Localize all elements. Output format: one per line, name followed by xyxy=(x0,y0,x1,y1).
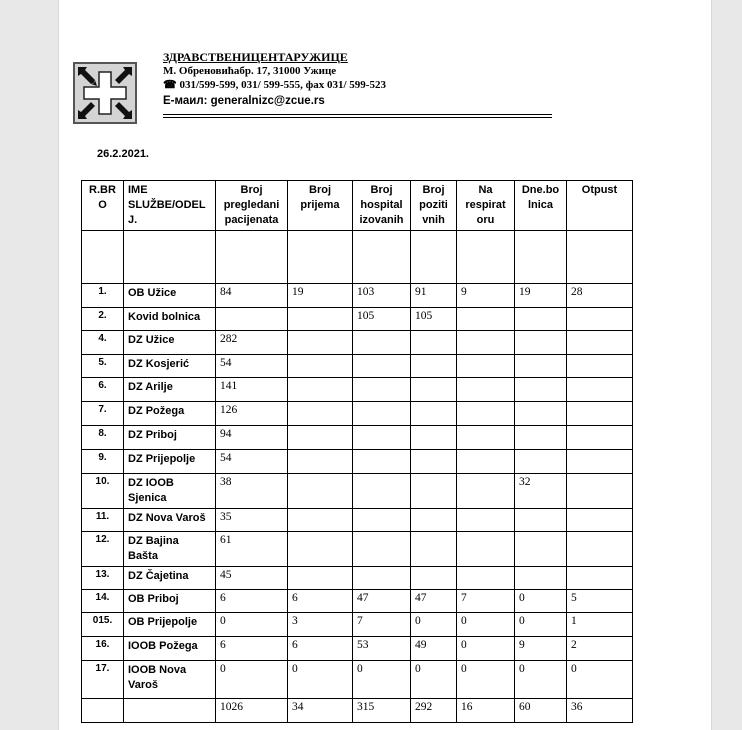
value-cell xyxy=(288,402,353,426)
service-name-cell: Kovid bolnica xyxy=(124,308,216,331)
column-header: Broj prijema xyxy=(288,181,353,231)
value-cell xyxy=(567,532,633,567)
value-cell: 282 xyxy=(216,331,288,355)
statistics-table xyxy=(81,180,633,723)
service-name-cell: OB Priboj xyxy=(124,590,216,613)
table-row xyxy=(82,532,633,567)
value-cell: 0 xyxy=(411,613,457,637)
value-cell: 28 xyxy=(567,284,633,308)
value-cell xyxy=(411,378,457,402)
value-cell: 16 xyxy=(457,699,515,723)
value-cell xyxy=(288,355,353,378)
value-cell: 19 xyxy=(515,284,567,308)
value-cell xyxy=(457,308,515,331)
row-number-cell: 8. xyxy=(82,426,124,450)
table-row xyxy=(82,637,633,661)
table-row xyxy=(82,378,633,402)
value-cell xyxy=(567,509,633,532)
value-cell xyxy=(515,308,567,331)
value-cell xyxy=(288,331,353,355)
value-cell: 84 xyxy=(216,284,288,308)
service-name-cell: DZ Nova Varoš xyxy=(124,509,216,532)
row-number-cell: 11. xyxy=(82,509,124,532)
value-cell xyxy=(515,509,567,532)
column-header: Broj pregledani pacijenata xyxy=(216,181,288,231)
column-header: Otpust xyxy=(567,181,633,231)
value-cell: 2 xyxy=(567,637,633,661)
value-cell xyxy=(288,567,353,590)
value-cell: 103 xyxy=(353,284,411,308)
value-cell xyxy=(515,567,567,590)
value-cell xyxy=(288,532,353,567)
value-cell xyxy=(457,567,515,590)
service-name-cell: DZ Prijepolje xyxy=(124,450,216,474)
value-cell: 38 xyxy=(216,474,288,509)
value-cell xyxy=(353,426,411,450)
value-cell: 6 xyxy=(216,590,288,613)
value-cell xyxy=(288,426,353,450)
value-cell xyxy=(457,450,515,474)
row-number-cell: 12. xyxy=(82,532,124,567)
value-cell: 3 xyxy=(288,613,353,637)
value-cell xyxy=(567,474,633,509)
value-cell xyxy=(567,355,633,378)
row-number-cell: 17. xyxy=(82,661,124,699)
value-cell xyxy=(353,378,411,402)
table-row xyxy=(82,613,633,637)
value-cell: 0 xyxy=(457,613,515,637)
column-header: R.BR O xyxy=(82,181,124,231)
service-name-cell: DZ Arilje xyxy=(124,378,216,402)
value-cell xyxy=(567,378,633,402)
service-name-cell xyxy=(124,231,216,284)
service-name-cell: DZ Čajetina xyxy=(124,567,216,590)
value-cell xyxy=(457,474,515,509)
value-cell xyxy=(353,532,411,567)
row-number-cell: 7. xyxy=(82,402,124,426)
value-cell xyxy=(288,378,353,402)
value-cell: 1 xyxy=(567,613,633,637)
value-cell: 91 xyxy=(411,284,457,308)
value-cell xyxy=(411,532,457,567)
value-cell xyxy=(353,355,411,378)
table-header-row xyxy=(82,181,633,231)
table-row xyxy=(82,284,633,308)
value-cell xyxy=(411,450,457,474)
value-cell: 32 xyxy=(515,474,567,509)
document-page xyxy=(58,0,712,730)
org-name: ЗДРАВСТВЕНИЦЕНТАРУЖИЦЕ xyxy=(163,50,348,64)
service-name-cell: IOOB Nova Varoš xyxy=(124,661,216,699)
value-cell: 126 xyxy=(216,402,288,426)
value-cell xyxy=(567,308,633,331)
value-cell xyxy=(457,426,515,450)
row-number-cell: 16. xyxy=(82,637,124,661)
value-cell: 34 xyxy=(288,699,353,723)
column-header: Dne.bo lnica xyxy=(515,181,567,231)
value-cell: 7 xyxy=(457,590,515,613)
service-name-cell: DZ Užice xyxy=(124,331,216,355)
row-number-cell: 5. xyxy=(82,355,124,378)
service-name-cell: OB Užice xyxy=(124,284,216,308)
value-cell xyxy=(411,426,457,450)
service-name-cell: DZ Kosjerić xyxy=(124,355,216,378)
value-cell xyxy=(457,509,515,532)
table-row xyxy=(82,567,633,590)
service-name-cell: DZ IOOB Sjenica xyxy=(124,474,216,509)
org-email: E-маил: generalnizc@zcue.rs xyxy=(163,95,325,107)
value-cell: 1026 xyxy=(216,699,288,723)
service-name-cell: DZ Bajina Bašta xyxy=(124,532,216,567)
value-cell xyxy=(567,426,633,450)
value-cell xyxy=(411,474,457,509)
value-cell: 105 xyxy=(411,308,457,331)
value-cell: 35 xyxy=(216,509,288,532)
value-cell xyxy=(457,532,515,567)
value-cell xyxy=(515,450,567,474)
row-number-cell: 13. xyxy=(82,567,124,590)
service-name-cell: DZ Priboj xyxy=(124,426,216,450)
column-header: Broj hospital izovanih xyxy=(353,181,411,231)
row-number-cell: 015. xyxy=(82,613,124,637)
value-cell xyxy=(457,355,515,378)
row-number-cell xyxy=(82,699,124,723)
value-cell: 47 xyxy=(353,590,411,613)
value-cell: 9 xyxy=(457,284,515,308)
value-cell xyxy=(353,450,411,474)
value-cell xyxy=(353,231,411,284)
value-cell: 0 xyxy=(216,661,288,699)
row-number-cell: 14. xyxy=(82,590,124,613)
value-cell xyxy=(567,567,633,590)
table-row xyxy=(82,426,633,450)
value-cell: 0 xyxy=(411,661,457,699)
column-header: IME SLUŽBE/ODEL J. xyxy=(124,181,216,231)
red-cross-arrows-logo-icon xyxy=(73,62,137,124)
table-row xyxy=(82,590,633,613)
value-cell: 53 xyxy=(353,637,411,661)
value-cell xyxy=(216,231,288,284)
value-cell xyxy=(288,450,353,474)
value-cell xyxy=(515,532,567,567)
value-cell xyxy=(457,402,515,426)
row-number-cell: 6. xyxy=(82,378,124,402)
value-cell xyxy=(353,567,411,590)
value-cell xyxy=(567,331,633,355)
value-cell: 49 xyxy=(411,637,457,661)
row-number-cell xyxy=(82,231,124,284)
value-cell xyxy=(515,355,567,378)
service-name-cell: IOOB Požega xyxy=(124,637,216,661)
value-cell: 0 xyxy=(457,661,515,699)
value-cell: 0 xyxy=(288,661,353,699)
value-cell xyxy=(515,331,567,355)
value-cell: 6 xyxy=(288,590,353,613)
column-header: Na respirat oru xyxy=(457,181,515,231)
value-cell: 292 xyxy=(411,699,457,723)
letterhead xyxy=(163,50,386,108)
value-cell: 0 xyxy=(353,661,411,699)
value-cell xyxy=(515,426,567,450)
value-cell: 6 xyxy=(216,637,288,661)
row-number-cell: 10. xyxy=(82,474,124,509)
table-row xyxy=(82,661,633,699)
value-cell xyxy=(353,402,411,426)
table-row xyxy=(82,509,633,532)
value-cell: 105 xyxy=(353,308,411,331)
value-cell xyxy=(353,331,411,355)
value-cell xyxy=(411,402,457,426)
value-cell xyxy=(353,509,411,532)
org-phone: ☎ 031/599-599, 031/ 599-555, фах 031/ 599-523 xyxy=(163,79,386,91)
value-cell: 0 xyxy=(515,590,567,613)
value-cell xyxy=(515,231,567,284)
value-cell: 54 xyxy=(216,450,288,474)
value-cell: 315 xyxy=(353,699,411,723)
table-row xyxy=(82,331,633,355)
value-cell: 47 xyxy=(411,590,457,613)
value-cell xyxy=(457,331,515,355)
report-date: 26.2.2021. xyxy=(97,148,149,160)
value-cell xyxy=(411,331,457,355)
value-cell xyxy=(515,402,567,426)
service-name-cell: OB Prijepolje xyxy=(124,613,216,637)
header-divider xyxy=(163,117,552,118)
table-row xyxy=(82,231,633,284)
table-row xyxy=(82,308,633,331)
table-row xyxy=(82,474,633,509)
value-cell xyxy=(411,355,457,378)
value-cell xyxy=(288,308,353,331)
value-cell xyxy=(411,509,457,532)
value-cell: 9 xyxy=(515,637,567,661)
value-cell: 0 xyxy=(457,637,515,661)
value-cell: 7 xyxy=(353,613,411,637)
value-cell: 0 xyxy=(216,613,288,637)
value-cell xyxy=(288,231,353,284)
value-cell xyxy=(457,231,515,284)
value-cell: 141 xyxy=(216,378,288,402)
value-cell: 0 xyxy=(515,613,567,637)
value-cell: 36 xyxy=(567,699,633,723)
value-cell: 61 xyxy=(216,532,288,567)
row-number-cell: 4. xyxy=(82,331,124,355)
value-cell xyxy=(411,567,457,590)
row-number-cell: 9. xyxy=(82,450,124,474)
value-cell: 6 xyxy=(288,637,353,661)
value-cell: 0 xyxy=(515,661,567,699)
value-cell: 60 xyxy=(515,699,567,723)
service-name-cell: DZ Požega xyxy=(124,402,216,426)
value-cell xyxy=(353,474,411,509)
value-cell: 54 xyxy=(216,355,288,378)
value-cell: 5 xyxy=(567,590,633,613)
table-row xyxy=(82,699,633,723)
value-cell xyxy=(288,509,353,532)
value-cell xyxy=(515,378,567,402)
column-header: Broj poziti vnih xyxy=(411,181,457,231)
service-name-cell xyxy=(124,699,216,723)
value-cell xyxy=(457,378,515,402)
value-cell xyxy=(567,402,633,426)
table-row xyxy=(82,450,633,474)
value-cell xyxy=(288,474,353,509)
value-cell xyxy=(216,308,288,331)
value-cell: 94 xyxy=(216,426,288,450)
row-number-cell: 2. xyxy=(82,308,124,331)
value-cell: 0 xyxy=(567,661,633,699)
value-cell xyxy=(567,450,633,474)
table-row xyxy=(82,355,633,378)
row-number-cell: 1. xyxy=(82,284,124,308)
value-cell: 45 xyxy=(216,567,288,590)
header-divider xyxy=(163,114,552,115)
org-address: М. Обреновићабр. 17, 31000 Ужице xyxy=(163,65,337,77)
value-cell xyxy=(411,231,457,284)
value-cell: 19 xyxy=(288,284,353,308)
table-row xyxy=(82,402,633,426)
value-cell xyxy=(567,231,633,284)
